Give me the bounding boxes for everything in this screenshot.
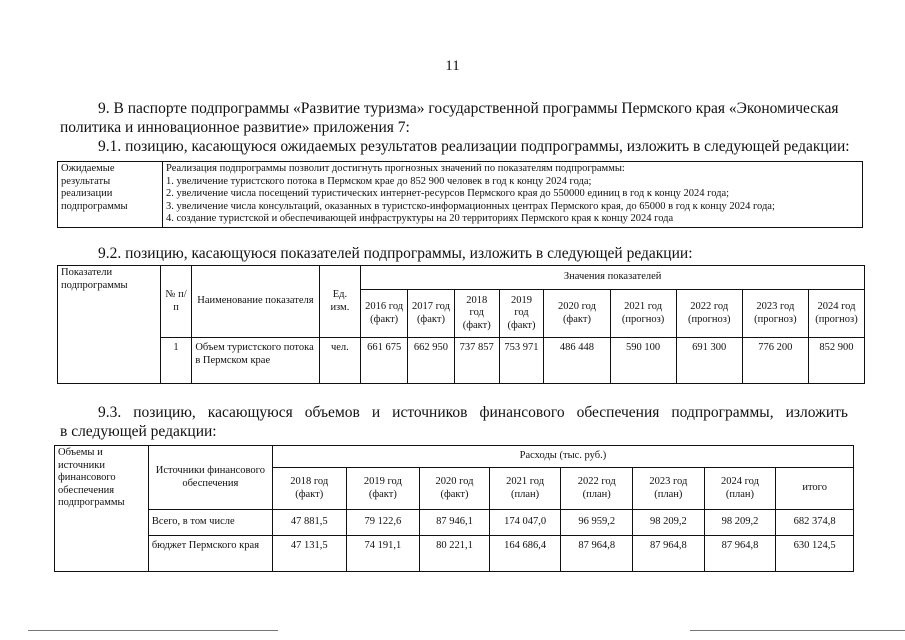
expense-value: 96 959,2	[561, 510, 633, 536]
expense-value: 74 191,1	[346, 536, 420, 572]
indicators-table	[57, 265, 865, 384]
section-9-3-text-cont: в следующей редакции:	[60, 423, 217, 440]
year-header: 2020 год (факт)	[544, 290, 610, 338]
expense-value: 87 964,8	[561, 536, 633, 572]
expense-value: 630 124,5	[776, 536, 854, 572]
expense-value: 47 881,5	[272, 510, 346, 536]
section-9-3-word: источников	[392, 404, 468, 421]
section-9-1-text: 9.1. позицию, касающуюся ожидаемых результатов реализации подпрограммы, изложить в следующей редакции:	[98, 138, 850, 155]
page-edge-line	[28, 630, 278, 631]
year-header: 2020 год (факт)	[420, 468, 490, 510]
col-unit-header: Ед. изм.	[319, 266, 361, 338]
expense-value: 80 221,1	[420, 536, 490, 572]
year-header: 2023 год (прогноз)	[742, 290, 808, 338]
section-9-heading-cont: политика и инновационное развитие» приложения 7:	[60, 119, 410, 136]
section-9-3-word: финансового	[479, 404, 565, 421]
section-9-3-text	[98, 403, 848, 423]
indicators-label: Показатели подпрограммы	[58, 266, 161, 384]
expense-value: 682 374,8	[776, 510, 854, 536]
indicator-value: 486 448	[544, 338, 610, 384]
values-header: Значения показателей	[361, 266, 865, 290]
section-9-3-word: касающуюся	[207, 404, 293, 421]
year-header: 2022 год (прогноз)	[676, 290, 742, 338]
expense-value: 47 131,5	[272, 536, 346, 572]
col-number-header: № п/п	[160, 266, 192, 338]
year-header: 2017 год (факт)	[408, 290, 455, 338]
indicator-value: 590 100	[610, 338, 676, 384]
expected-result-item: 3. увеличение числа консультаций, оказанных в туристско-информационных центрах Пермского края, до 65000 в год к концу 2024 года;	[166, 200, 775, 212]
indicator-unit: чел.	[319, 338, 361, 384]
expense-value: 87 946,1	[420, 510, 490, 536]
year-header: 2019 год (факт)	[346, 468, 420, 510]
page-edge-line	[690, 630, 905, 631]
year-header: 2024 год (план)	[704, 468, 776, 510]
expected-result-item: 1. увеличение туристского потока в Пермском крае до 852 900 человек в год к концу 2024 года;	[166, 175, 592, 187]
indicator-value: 662 950	[408, 338, 455, 384]
total-header: итого	[776, 468, 854, 510]
expected-results-content	[163, 162, 863, 228]
expense-value: 87 964,8	[704, 536, 776, 572]
expense-value: 87 964,8	[633, 536, 705, 572]
section-9-3-word: и	[371, 404, 381, 421]
section-9-3-word: позицию,	[133, 404, 196, 421]
expected-result-item: 4. создание туристской и обеспечивающей инфраструктуры на 20 территориях Пермского края к концу 2024 года	[166, 213, 674, 224]
indicator-value: 691 300	[676, 338, 742, 384]
expected-results-label: Ожидаемые результаты реализации подпрограммы	[58, 162, 163, 228]
source-name: Всего, в том числе	[148, 510, 272, 536]
year-header: 2018 год (факт)	[454, 290, 499, 338]
year-header: 2016 год (факт)	[361, 290, 408, 338]
section-9-heading: 9. В паспорте подпрограммы «Развитие туризма» государственной программы Пермского края «Экономическая	[98, 100, 839, 117]
col-source-header: Источники финансового обеспечения	[148, 446, 272, 510]
indicator-name: Объем туристского потока в Пермском крае	[192, 338, 319, 384]
financing-table	[54, 445, 854, 572]
section-9-3-word: изложить	[785, 404, 848, 421]
indicator-value: 852 900	[808, 338, 864, 384]
section-9-3-word: обеспечения	[576, 404, 660, 421]
indicator-value: 737 857	[454, 338, 499, 384]
expected-result-item: 2. увеличение числа посещений туристических интернет-ресурсов Пермского края до 550000 единиц в год к концу 2024 года;	[166, 188, 730, 199]
page-number: 11	[445, 58, 460, 74]
year-header: 2021 год (план)	[489, 468, 561, 510]
expense-value: 79 122,6	[346, 510, 420, 536]
year-header: 2024 год (прогноз)	[808, 290, 864, 338]
expense-value: 98 209,2	[704, 510, 776, 536]
financing-label: Объемы и источники финансового обеспечения подпрограммы	[55, 446, 149, 572]
indicator-value: 753 971	[499, 338, 544, 384]
indicator-value: 776 200	[742, 338, 808, 384]
expected-results-table	[57, 161, 863, 228]
year-header: 2019 год (факт)	[499, 290, 544, 338]
expenses-header: Расходы (тыс. руб.)	[272, 446, 853, 468]
year-header: 2021 год (прогноз)	[610, 290, 676, 338]
section-9-3-word: подпрограммы,	[671, 404, 774, 421]
section-9-3-word: 9.3.	[98, 404, 122, 421]
expense-value: 164 686,4	[489, 536, 561, 572]
expense-value: 174 047,0	[489, 510, 561, 536]
row-number: 1	[160, 338, 192, 384]
expense-value: 98 209,2	[633, 510, 705, 536]
section-9-2-text: 9.2. позицию, касающуюся показателей подпрограммы, изложить в следующей редакции:	[98, 245, 693, 262]
indicator-value: 661 675	[361, 338, 408, 384]
col-name-header: Наименование показателя	[192, 266, 319, 338]
year-header: 2018 год (факт)	[272, 468, 346, 510]
year-header: 2023 год (план)	[633, 468, 705, 510]
expected-results-intro: Реализация подпрограммы позволит достигнуть прогнозных значений по показателям подпрограммы:	[166, 163, 625, 174]
section-9-3-word: объемов	[304, 404, 360, 421]
source-name: бюджет Пермского края	[148, 536, 272, 572]
year-header: 2022 год (план)	[561, 468, 633, 510]
